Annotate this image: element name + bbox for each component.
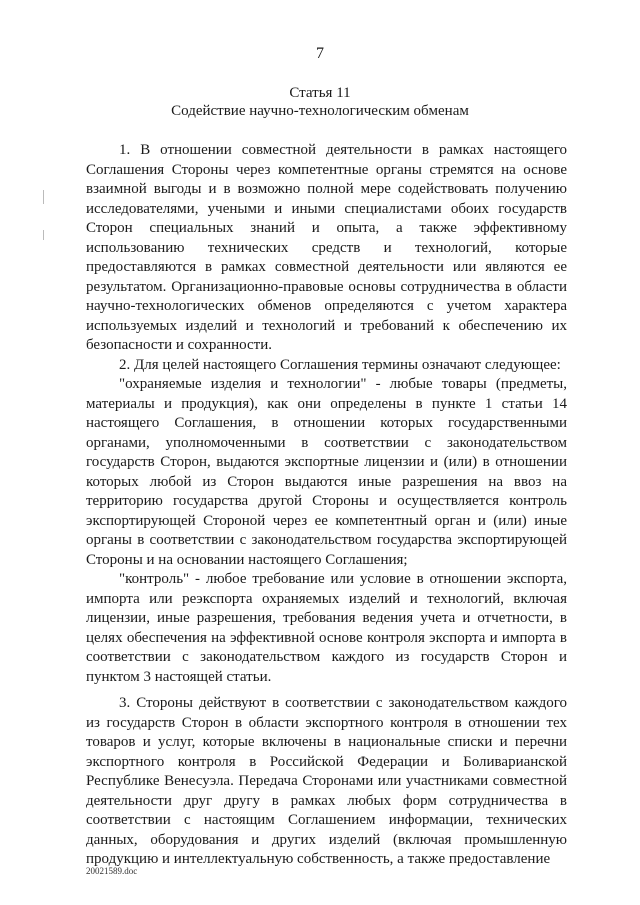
- paragraph-2: 2. Для целей настоящего Соглашения термины означают следующее:: [119, 356, 561, 373]
- page-number: 7: [316, 45, 324, 62]
- margin-mark: [43, 230, 44, 240]
- article-subtitle: Содействие научно-технологическим обменам: [171, 103, 469, 119]
- article-body: [86, 141, 567, 870]
- paragraph-definition-protected-items: "охраняемые изделия и технологии" - любые товары (предметы, материалы и продукция), как они определены в пункте 1 статьи 14 настоящего Соглашения, в отношении которых государственными органами, уполномоченными в соответствии с законодательством государств Сторон, выдаются экспортные лицензии и (или) в отношении которых любой из Сторон выдаются иные разрешения на ввоз на территорию государства другой Стороны и осуществляется контроль экспортирующей Стороной через ее компетентный орган и (или) иные органы в соответствии с законодательством государства экспортирующей Стороны и на основании настоящего Соглашения;: [86, 376, 567, 568]
- paragraph-3: 3. Стороны действуют в соответствии с законодательством каждого из государств Сторон в области экспортного контроля в отношении тех товаров и услуг, которые включены в национальные списки и перечни экспортного контроля в Российской Федерации и Боливарианской Республике Венесуэла. Передача Сторонами или участниками совместной деятельности друг другу в рамках любых форм сотрудничества в соответствии с настоящим Соглашением информации, технических данных, оборудования и других изделий (включая промышленную продукцию и интеллектуальную собственность, а также предоставление: [86, 695, 567, 867]
- article-title: Статья 11: [289, 85, 351, 101]
- footer-filename: 20021589.doc: [86, 866, 138, 876]
- paragraph-definition-control: "контроль" - любое требование или условие в отношении экспорта, импорта или реэкспорта охраняемых изделий и технологий, включая лицензии, иные разрешения, требования ведения учета и отчетности, в целях обеспечения на эффективной основе контроля экспорта и импорта в соответствии с законодательством каждого из государств Сторон и пунктом 3 настоящей статьи.: [86, 571, 567, 685]
- paragraph-1: 1. В отношении совместной деятельности в рамках настоящего Соглашения Стороны через компетентные органы стремятся на основе взаимной выгоды и в возможно полной мере содействовать получению исследователями, учеными и иными специалистами обоих государств Сторон специальных знаний и опыта, а также эффективному использованию технических средств и технологий, которые предоставляются в рамках совместной деятельности или являются ее результатом. Организационно-правовые основы сотрудничества в области научно-технологических обменов определяются с учетом характера используемых изделий и технологий и требований к обеспечению их безопасности и сохранности.: [86, 142, 567, 353]
- margin-mark: [43, 190, 44, 204]
